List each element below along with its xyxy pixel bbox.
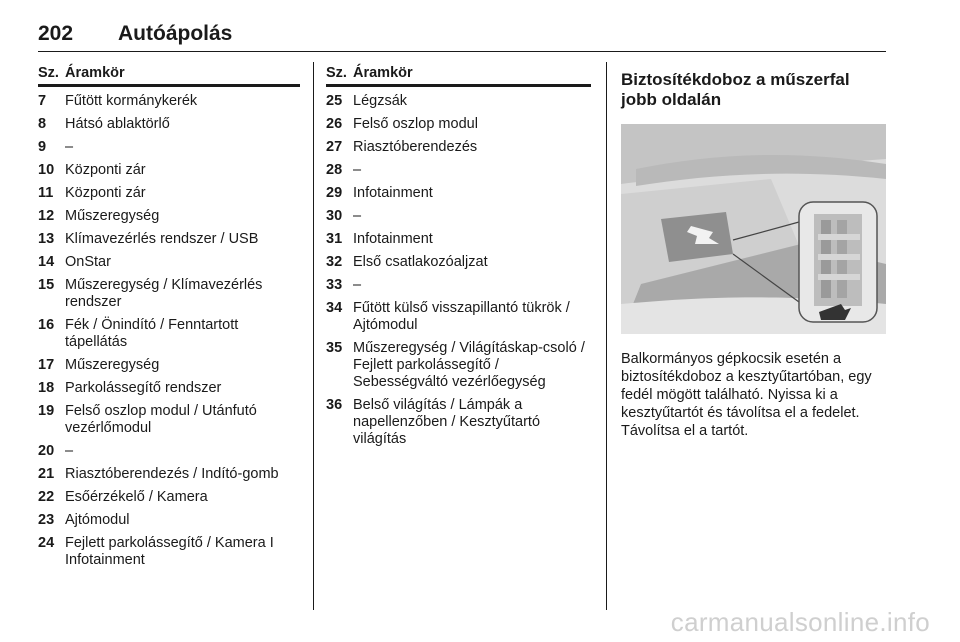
table-row — [326, 208, 591, 225]
circuit-description: Belső világítás / Lámpák a napellenzőben / Kesztyűtartó világítás — [353, 397, 541, 447]
dashboard-fuse-box-image — [621, 124, 886, 334]
page-header — [38, 22, 886, 50]
table-row — [38, 254, 300, 271]
circuit-description: Klímavezérlés rendszer / USB — [65, 231, 259, 247]
table-row — [38, 535, 300, 569]
fuse-number: 23 — [38, 512, 55, 528]
circuit-description: Műszeregység / Klímavezérlés rendszer — [65, 277, 263, 310]
fuse-number: 35 — [326, 340, 343, 356]
table-row — [38, 443, 300, 460]
circuit-description: Fejlett parkolássegítő / Kamera I Infotainment — [65, 535, 274, 568]
table-row — [326, 162, 591, 179]
fuse-number: 10 — [38, 162, 55, 178]
fuse-number: 17 — [38, 357, 55, 373]
header-divider — [38, 51, 886, 52]
fuse-number: 34 — [326, 300, 343, 316]
table-row — [38, 93, 300, 110]
fuse-number: 24 — [38, 535, 55, 551]
table-row — [326, 397, 591, 448]
table-row — [326, 116, 591, 133]
circuit-description: Fék / Önindító / Fenntartott tápellátás — [65, 317, 239, 350]
circuit-description: – — [353, 277, 362, 293]
table-header — [38, 62, 300, 87]
column-divider-1 — [313, 62, 314, 610]
column-divider-2 — [606, 62, 607, 610]
table-row — [38, 380, 300, 397]
column-header-number: Sz. — [38, 65, 59, 81]
table-row — [326, 340, 591, 391]
table-row — [38, 317, 300, 351]
fuse-box-illustration — [621, 124, 886, 334]
fuse-number: 14 — [38, 254, 55, 270]
table-row — [38, 162, 300, 179]
circuit-description: – — [353, 162, 362, 178]
circuit-description: – — [353, 208, 362, 224]
fuse-number: 25 — [326, 93, 343, 109]
fuse-number: 8 — [38, 116, 47, 132]
circuit-description: Ajtómodul — [65, 512, 130, 528]
circuit-description: Fűtött külső visszapillantó tükrök / Ajtómodul — [353, 300, 570, 333]
fuse-box-section — [621, 62, 886, 440]
table-row — [38, 357, 300, 374]
circuit-description: – — [65, 443, 74, 459]
table-row — [38, 403, 300, 437]
fuse-number: 29 — [326, 185, 343, 201]
circuit-description: Műszeregység — [65, 208, 160, 224]
table-row — [326, 300, 591, 334]
fuse-number: 33 — [326, 277, 343, 293]
section-title: Autóápolás — [118, 22, 233, 45]
circuit-description: Műszeregység / Világításkap-csoló / Fejlett parkolássegítő / Sebességváltó vezérlőegység — [353, 340, 585, 390]
table-row — [38, 466, 300, 483]
circuit-description: Infotainment — [353, 231, 433, 247]
fuse-number: 9 — [38, 139, 47, 155]
fuse-table-2 — [326, 62, 591, 448]
table-header — [326, 62, 591, 87]
fuse-number: 22 — [38, 489, 55, 505]
circuit-description: – — [65, 139, 74, 155]
fuse-number: 32 — [326, 254, 343, 270]
fuse-number: 31 — [326, 231, 343, 247]
table-row — [326, 139, 591, 156]
fuse-number: 21 — [38, 466, 55, 482]
fuse-number: 15 — [38, 277, 55, 293]
fuse-number: 30 — [326, 208, 343, 224]
fuse-number: 18 — [38, 380, 55, 396]
circuit-description: Felső oszlop modul — [353, 116, 478, 132]
table-row — [326, 185, 591, 202]
watermark: carmanualsonline.info — [670, 607, 930, 637]
column-header-number: Sz. — [326, 65, 347, 81]
fuse-number: 20 — [38, 443, 55, 459]
column-header-circuit: Áramkör — [65, 65, 125, 81]
table-row — [38, 512, 300, 529]
column-header-circuit: Áramkör — [353, 65, 413, 81]
table-row — [38, 185, 300, 202]
circuit-description: Központi zár — [65, 162, 146, 178]
table-row — [38, 139, 300, 156]
table-row — [38, 489, 300, 506]
circuit-description: Hátsó ablaktörlő — [65, 116, 170, 132]
fuse-number: 7 — [38, 93, 47, 109]
circuit-description: Első csatlakozóaljzat — [353, 254, 488, 270]
page-number: 202 — [38, 22, 74, 45]
table-row — [326, 231, 591, 248]
circuit-description: OnStar — [65, 254, 111, 270]
fuse-number: 16 — [38, 317, 55, 333]
circuit-description: Riasztóberendezés / Indító-gomb — [65, 466, 279, 482]
circuit-description: Felső oszlop modul / Utánfutó vezérlőmodul — [65, 403, 257, 436]
fuse-number: 11 — [38, 185, 54, 201]
circuit-description: Légzsák — [353, 93, 408, 109]
fuse-number: 36 — [326, 397, 343, 413]
fuse-number: 26 — [326, 116, 343, 132]
table-row — [326, 93, 591, 110]
fuse-number: 12 — [38, 208, 55, 224]
table-row — [38, 277, 300, 311]
fuse-number: 19 — [38, 403, 55, 419]
instruction-text: Balkormányos gépkocsik esetén a biztosítékdoboz a kesztyűtartóban, egy fedél mögött található. Nyissa ki a kesztyűtartót és távolítsa el a fedelet. Távolítsa el a tartót. — [621, 351, 872, 439]
table-row — [38, 208, 300, 225]
circuit-description: Műszeregység — [65, 357, 160, 373]
circuit-description: Fűtött kormánykerék — [65, 93, 198, 109]
fuse-number: 13 — [38, 231, 55, 247]
fuse-number: 28 — [326, 162, 343, 178]
circuit-description: Riasztóberendezés — [353, 139, 478, 155]
circuit-description: Infotainment — [353, 185, 433, 201]
section-heading: Biztosítékdoboz a műszerfal jobb oldalán — [621, 70, 850, 109]
fuse-table-1 — [38, 62, 300, 569]
circuit-description: Esőérzékelő / Kamera — [65, 489, 208, 505]
circuit-description: Központi zár — [65, 185, 146, 201]
circuit-description: Parkolássegítő rendszer — [65, 380, 222, 396]
fuse-number: 27 — [326, 139, 343, 155]
table-row — [326, 277, 591, 294]
table-row — [326, 254, 591, 271]
table-row — [38, 116, 300, 133]
table-row — [38, 231, 300, 248]
